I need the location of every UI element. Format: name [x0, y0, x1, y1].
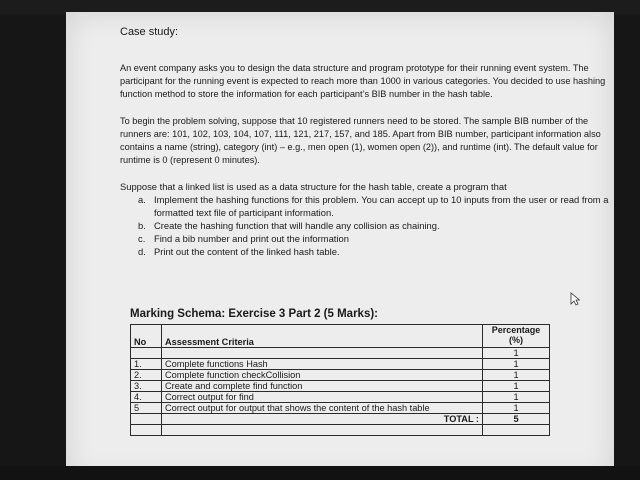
total-value: 5: [483, 414, 550, 425]
table-row: [131, 370, 550, 381]
task-marker: d.: [138, 246, 146, 258]
table-row: [131, 381, 550, 392]
table-row: [131, 348, 550, 359]
table-row: [131, 359, 550, 370]
task-marker: b.: [138, 220, 146, 232]
empty-cell: [162, 425, 483, 436]
row-pct-cell: 1: [483, 392, 550, 403]
empty-cell: [483, 425, 550, 436]
document-screen: [66, 12, 614, 480]
task-item: [138, 245, 610, 258]
task-item: [138, 219, 610, 232]
row-pct-cell: 1: [483, 348, 550, 359]
row-pct-cell: 1: [483, 359, 550, 370]
document-page: [120, 20, 610, 436]
task-item: [138, 232, 610, 245]
header-criteria: Assessment Criteria: [162, 325, 483, 348]
table-row: [131, 403, 550, 414]
row-no-cell: [131, 348, 162, 359]
problem-paragraph: To begin the problem solving, suppose that 10 registered runners need to be stored. The sample BIB number of the runners are: 101, 102, 103, 104, 107, 111, 121, 217, 157, and 185. Apart from BIB number, participant information also contains a name (string), category (int) – e.g., men open (1), women open (2)), and runtime (int). The default value for runtime is 0 (represent 0 minutes).: [120, 115, 601, 166]
case-study-heading: Case study:: [120, 26, 179, 38]
total-label: TOTAL :: [162, 414, 483, 425]
mouse-pointer-icon: [570, 292, 580, 306]
row-no-cell: 3.: [131, 381, 162, 392]
empty-cell: [131, 425, 162, 436]
intro-paragraph: An event company asks you to design the data structure and program prototype for their running event system. The participant for the running event is expected to reach more than 1000 in various categories. You decided to use hashing function method to store the information for each participant’s BIB number in the hash table.: [120, 63, 606, 100]
task-marker: c.: [138, 233, 146, 245]
table-empty-row: [131, 425, 550, 436]
monitor-bezel-bottom: [0, 466, 640, 480]
task-text: Create the hashing function that will handle any collision as chaining.: [154, 220, 440, 232]
row-no-cell: 2.: [131, 370, 162, 381]
row-no-cell: 4.: [131, 392, 162, 403]
header-no: No: [131, 325, 162, 348]
row-criteria-cell: Complete function checkCollision: [162, 370, 483, 381]
marking-schema-title: Marking Schema: Exercise 3 Part 2 (5 Marks):: [130, 308, 379, 321]
row-criteria-cell: [162, 348, 483, 359]
table-row: [131, 392, 550, 403]
marking-schema-table: [130, 324, 550, 436]
task-marker: a.: [138, 194, 146, 206]
table-total-row: [131, 414, 550, 425]
table-header-row: [131, 325, 550, 348]
row-pct-cell: 1: [483, 403, 550, 414]
total-no-cell: [131, 414, 162, 425]
task-list-intro: Suppose that a linked list is used as a data structure for the hash table, create a program that: [120, 181, 507, 193]
task-text: Find a bib number and print out the information: [154, 233, 349, 245]
row-no-cell: 5: [131, 403, 162, 414]
task-item: [138, 193, 610, 219]
row-pct-cell: 1: [483, 370, 550, 381]
row-criteria-cell: Correct output for output that shows the content of the hash table: [162, 403, 483, 414]
header-percentage: Percentage (%): [483, 325, 550, 348]
task-text: Print out the content of the linked hash table.: [154, 246, 340, 258]
row-criteria-cell: Complete functions Hash: [162, 359, 483, 370]
row-criteria-cell: Correct output for find: [162, 392, 483, 403]
row-pct-cell: 1: [483, 381, 550, 392]
row-criteria-cell: Create and complete find function: [162, 381, 483, 392]
task-list: [120, 193, 610, 258]
task-text: Implement the hashing functions for this problem. You can accept up to 10 inputs from the user or read from a formatted text file of participant information.: [154, 194, 609, 219]
row-no-cell: 1.: [131, 359, 162, 370]
